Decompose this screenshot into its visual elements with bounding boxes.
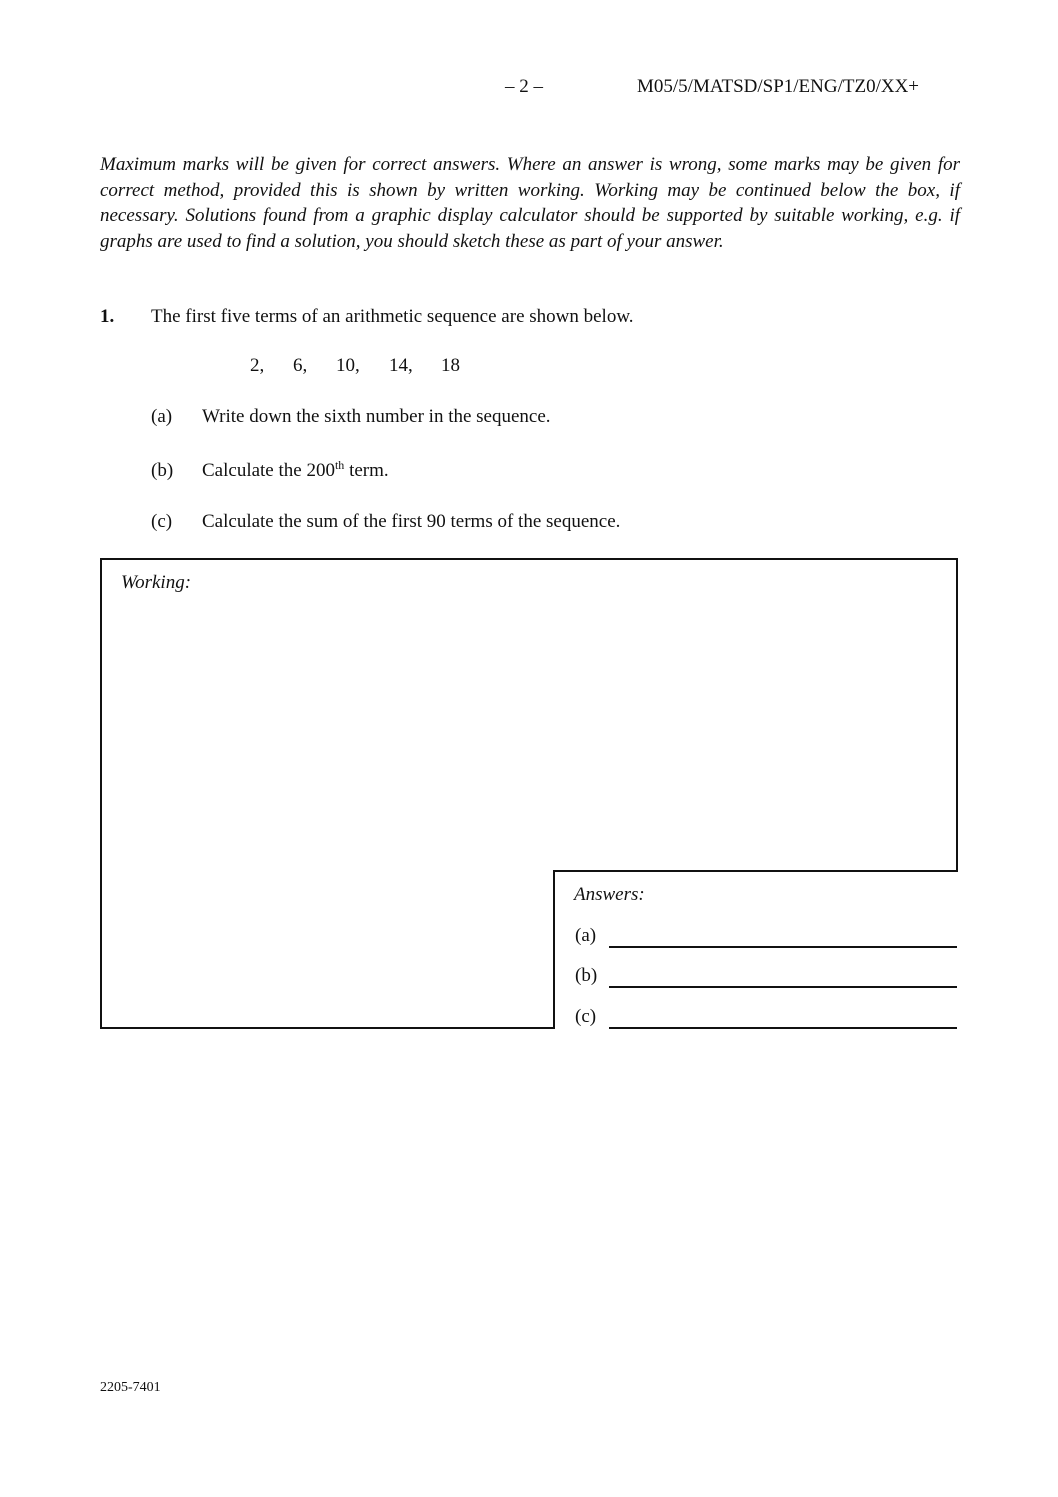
working-box-right-border: [956, 558, 958, 872]
working-label: Working:: [121, 572, 192, 593]
part-b-superscript: th: [334, 458, 345, 472]
sequence-term: 18: [441, 355, 460, 376]
answer-a-label: (a): [575, 925, 597, 946]
answers-title: Answers:: [574, 884, 645, 905]
answer-b-line[interactable]: [609, 986, 957, 988]
working-box-top-border: [100, 558, 958, 560]
document-code: M05/5/MATSD/SP1/ENG/TZ0/XX+: [637, 76, 920, 97]
part-c-text: Calculate the sum of the first 90 terms of the sequence.: [202, 511, 621, 532]
part-c-label: (c): [151, 511, 173, 532]
answers-box-left-border: [553, 870, 555, 1029]
answer-c-label: (c): [575, 1006, 597, 1027]
answer-c-line[interactable]: [609, 1027, 957, 1029]
working-box-bottom-border: [100, 1027, 555, 1029]
part-a-text: Write down the sixth number in the sequence.: [202, 406, 551, 427]
part-a-label: (a): [151, 406, 173, 427]
part-b-text-end: term.: [344, 460, 389, 481]
sequence-term: 10,: [336, 355, 360, 376]
instructions-paragraph: Maximum marks will be given for correct answers. Where an answer is wrong, some marks may be given for correct method, provided this is shown by written working. Working may be continued below the box, if necessary. Solutions found from a graphic display calculator should be supported by suitable working, e.g. if graphs are used to find a solution, you should sketch these as part of your answer.: [100, 154, 960, 252]
sequence-term: 14,: [389, 355, 413, 376]
footer-code: 2205-7401: [100, 1380, 161, 1395]
page-number: – 2 –: [505, 76, 543, 97]
question-number: 1.: [100, 306, 115, 327]
answer-a-line[interactable]: [609, 946, 957, 948]
question-text: The first five terms of an arithmetic sequence are shown below.: [151, 306, 634, 327]
working-box-left-border: [100, 558, 102, 1029]
part-b-text: [202, 460, 389, 482]
sequence-term: 6,: [293, 355, 308, 376]
part-b-label: (b): [151, 460, 174, 481]
answer-b-label: (b): [575, 965, 598, 986]
answers-box-top-border: [553, 870, 958, 872]
part-b-text-main: Calculate the 200: [202, 460, 335, 481]
sequence-term: 2,: [250, 355, 265, 376]
